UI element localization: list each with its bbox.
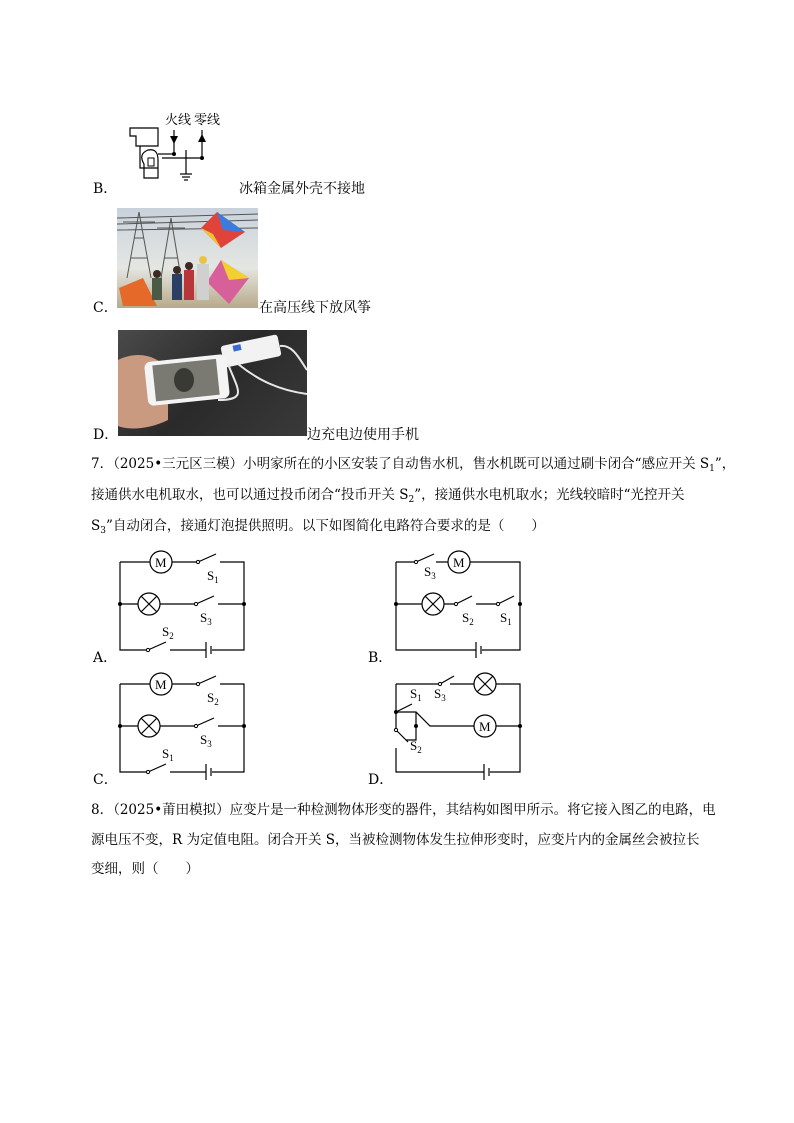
svg-text:M: M (479, 719, 491, 734)
q7-option-b-letter: B． (368, 650, 393, 666)
svg-text:S1: $S_1$ (500, 610, 512, 627)
option-c-letter: C． (93, 300, 118, 316)
lamp-icon (138, 593, 160, 615)
svg-text:S3: $S_3$ (200, 732, 212, 749)
circuit-option-a (110, 546, 260, 664)
circuit-option-c (110, 668, 260, 786)
q8-source: （2025•莆田模拟） (113, 802, 230, 818)
circuit-option-b (386, 546, 536, 664)
lamp-icon (474, 673, 496, 695)
q7-option-d-letter: D． (368, 772, 394, 788)
q7-option-a-letter: A． (93, 650, 118, 666)
q7-line-2: 接通供水电机取水，也可以通过投币闭合“投币开关 $S_2$”，接通供水电机取水；光线较暗时“光控开关 (91, 487, 685, 505)
lamp-icon (138, 715, 160, 737)
option-b-letter: B． (93, 181, 118, 197)
svg-text:S1: $S_1$ (162, 746, 174, 763)
svg-text:M: M (453, 555, 465, 570)
option-c-caption: 在高压线下放风筝 (259, 300, 371, 316)
q8-line-2: 源电压不变，R 为定值电阻。闭合开关 S，当被检测物体发生拉伸形变时，应变片内的金属丝会被拉长 (91, 832, 700, 848)
q7-line-1: 7．（2025•三元区三模）小明家所在的小区安装了自动售水机，售水机既可以通过刷卡闭合“感应开关 $S_1$”， (91, 456, 736, 474)
svg-text:S2: $S_2$ (410, 738, 422, 755)
svg-text:S2: $S_2$ (162, 624, 174, 641)
option-d-letter: D． (93, 427, 119, 443)
svg-text:M: M (155, 677, 167, 692)
neutral-wire-label: 零线 (194, 112, 221, 127)
option-d-caption: 边充电边使用手机 (307, 427, 419, 443)
svg-text:M: M (155, 555, 167, 570)
svg-text:S2: $S_2$ (462, 610, 474, 627)
q8-number: 8． (91, 802, 114, 818)
live-wire-label: 火线 (165, 112, 192, 127)
lamp-icon (422, 593, 444, 615)
q8-line-3: 变细，则（ ） (91, 861, 199, 877)
svg-text:S1: $S_1$ (207, 568, 219, 585)
svg-text:S3: $S_3$ (200, 610, 212, 627)
q8-line-1: 8．（2025•莆田模拟）应变片是一种检测物体形变的器件，其结构如图甲所示。将它接入图乙的电路，电 (91, 802, 716, 818)
phone-charging-photo (118, 330, 307, 436)
q7-line-3: $S_3$”自动闭合，接通灯泡提供照明。以下如图简化电路符合要求的是（ ） (91, 518, 545, 536)
q7-number: 7． (91, 456, 114, 472)
kite-photo (117, 208, 258, 308)
svg-text:S2: $S_2$ (207, 690, 219, 707)
q7-option-c-letter: C． (93, 772, 118, 788)
svg-text:S1: $S_1$ (410, 686, 422, 703)
fridge-wiring-figure (118, 106, 238, 190)
svg-text:S3: $S_3$ (424, 564, 436, 581)
option-b-caption: 冰箱金属外壳不接地 (239, 181, 365, 197)
q7-source: （2025•三元区三模） (113, 456, 244, 472)
circuit-option-d (386, 668, 536, 786)
svg-text:S3: $S_3$ (434, 686, 446, 703)
